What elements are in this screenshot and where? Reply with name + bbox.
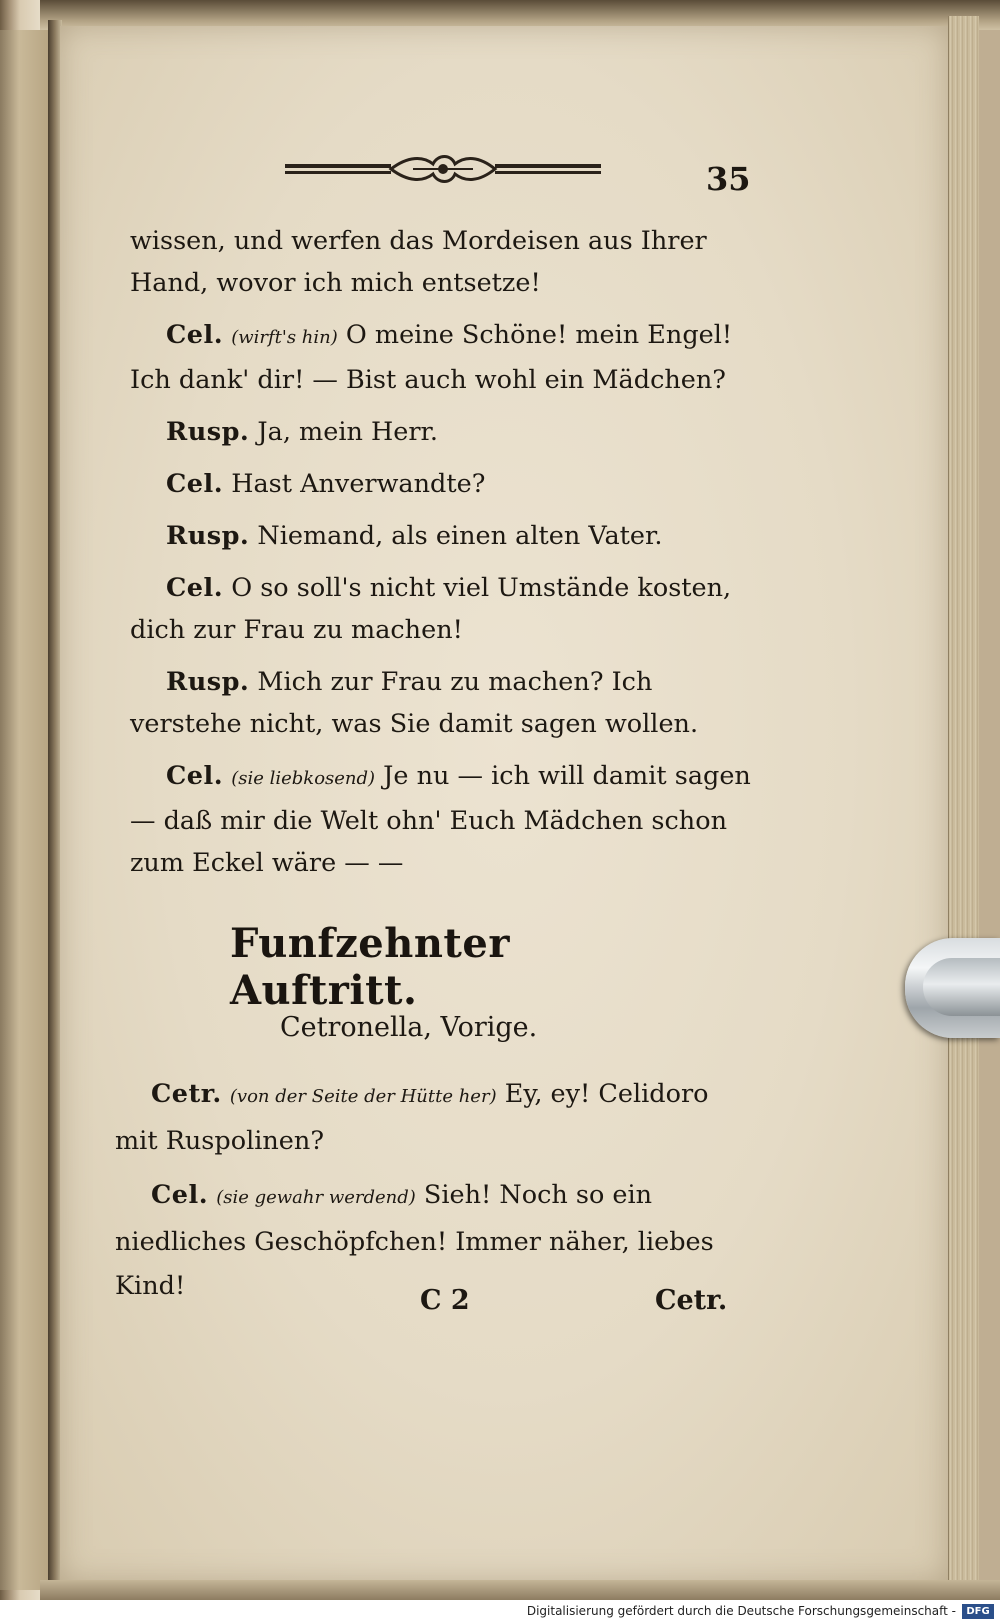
- line-text: O so soll's nicht viel Umstände kosten, dich zur Frau zu machen!: [130, 573, 732, 645]
- dialogue-before-scene: [130, 220, 770, 894]
- speaker-name: Cel.: [166, 320, 224, 350]
- speaker-name: Cel.: [166, 761, 224, 791]
- line-text: O meine Schöne! mein Engel! Ich dank' dir! — Bist auch wohl ein Mädchen?: [130, 320, 733, 395]
- speaker-name: Rusp.: [166, 521, 250, 551]
- left-page-edge: [0, 30, 50, 1590]
- dialogue-line: [130, 515, 770, 557]
- catchword: Cetr.: [655, 1285, 728, 1316]
- dialogue-line: [115, 1072, 755, 1163]
- page-footer: [420, 1285, 740, 1325]
- line-text: Ey, ey! Celidoro mit Ruspolinen?: [115, 1079, 709, 1156]
- scene-cast: Cetronella, Vorige.: [280, 1012, 538, 1043]
- line-text: Je nu — ich will damit sagen — daß mir die Welt ohn' Euch Mädchen schon zum Eckel wäre — —: [130, 761, 751, 878]
- speaker-name: Cel.: [151, 1180, 209, 1210]
- speaker-name: Cel.: [166, 573, 224, 603]
- credit-text: Digitalisierung gefördert durch die Deutsche Forschungsgemeinschaft -: [526, 1604, 956, 1618]
- page-clip: [905, 938, 1000, 1038]
- dfg-logo: DFG: [962, 1604, 994, 1619]
- speaker-name: Cel.: [166, 469, 224, 499]
- dialogue-line: [130, 220, 770, 304]
- dialogue-line: [130, 755, 770, 884]
- credit-bar: [0, 1600, 1000, 1623]
- line-text: Ja, mein Herr.: [257, 417, 439, 447]
- ornamental-divider-icon: [283, 150, 603, 190]
- speaker-name: Rusp.: [166, 667, 250, 697]
- scene-heading: Funfzehnter Auftritt.: [230, 920, 510, 1014]
- dialogue-line: [130, 463, 770, 505]
- stage-direction: (von der Seite der Hütte her): [229, 1086, 497, 1107]
- speaker-name: Cetr.: [151, 1079, 222, 1109]
- line-text: Hast Anverwandte?: [231, 469, 486, 499]
- bottom-edge: [40, 1580, 1000, 1600]
- dialogue-after-scene: [115, 1072, 755, 1318]
- stage-direction: (sie liebkosend): [231, 768, 376, 789]
- line-text: wissen, und werfen das Mordeisen aus Ihrer Hand, wovor ich mich entsetze!: [130, 226, 707, 298]
- line-text: Mich zur Frau zu machen? Ich verstehe nicht, was Sie damit sagen wollen.: [130, 667, 699, 739]
- page-number: 35: [706, 160, 751, 198]
- stage-direction: (sie gewahr werdend): [216, 1187, 416, 1208]
- line-text: Niemand, als einen alten Vater.: [257, 521, 663, 551]
- dialogue-line: [130, 661, 770, 745]
- speaker-name: Rusp.: [166, 417, 250, 447]
- line-text: Sieh! Noch so ein niedliches Geschöpfchen! Immer näher, liebes Kind!: [115, 1180, 714, 1301]
- dialogue-line: [130, 314, 770, 401]
- dialogue-line: [130, 411, 770, 453]
- stage-direction: (wirft's hin): [231, 327, 338, 348]
- signature-mark: C 2: [420, 1285, 470, 1316]
- dialogue-line: [130, 567, 770, 651]
- page-stack-edge: [948, 16, 979, 1586]
